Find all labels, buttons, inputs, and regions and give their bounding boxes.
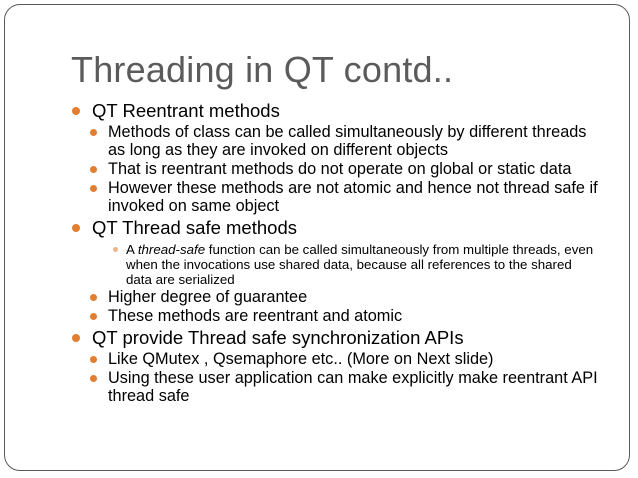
bullet-dot-icon [90,166,97,173]
bullet-text: These methods are reentrant and atomic [108,307,403,325]
bullet-text-lead: A [126,242,138,257]
bullet-text: Methods of class can be called simultaneously by different threads as long as they are invoked on different objects [108,123,587,159]
bullet-level2 [70,288,600,306]
bullet-text: Using these user application can make explicitly make reentrant API thread safe [108,369,598,405]
bullet-text: That is reentrant methods do not operate on global or static data [108,160,572,178]
bullet-list [70,98,600,405]
bullet-dot-icon [72,107,80,115]
bullet-dot-icon [90,313,97,320]
bullet-text-emphasis: thread-safe [137,242,206,257]
bullet-text: However these methods are not atomic and hence not thread safe if invoked on same object [108,179,598,215]
bullet-text: QT provide Thread safe synchronization APIs [92,327,464,348]
bullet-dot-icon [90,356,97,363]
bullet-dot-icon [72,224,80,232]
slide-title: Threading in QT contd.. [71,49,454,90]
bullet-dot-icon [90,375,97,382]
bullet-dot-icon [90,185,97,192]
bullet-level3 [70,242,600,287]
bullet-level2 [70,307,600,325]
bullet-text: QT Reentrant methods [92,100,280,121]
bullet-level2 [70,123,600,159]
bullet-level2 [70,179,600,215]
bullet-dot-icon [90,294,97,301]
bullet-dot-icon [72,334,80,342]
bullet-text: Higher degree of guarantee [108,288,308,306]
bullet-text: QT Thread safe methods [92,217,297,238]
bullet-dot-icon [90,129,97,136]
bullet-level2 [70,369,600,405]
bullet-level2 [70,160,600,178]
bullet-level2 [70,350,600,368]
bullet-text: Like QMutex , Qsemaphore etc.. (More on Next slide) [108,350,494,368]
bullet-level1 [70,326,600,349]
bullet-text-rest: function can be called simultaneously from multiple threads, even when the invocations use shared data, because all references to the shared data are serialized [126,242,594,287]
bullet-level1 [70,216,600,239]
bullet-dot-icon [113,247,118,252]
bullet-level1 [70,99,600,122]
